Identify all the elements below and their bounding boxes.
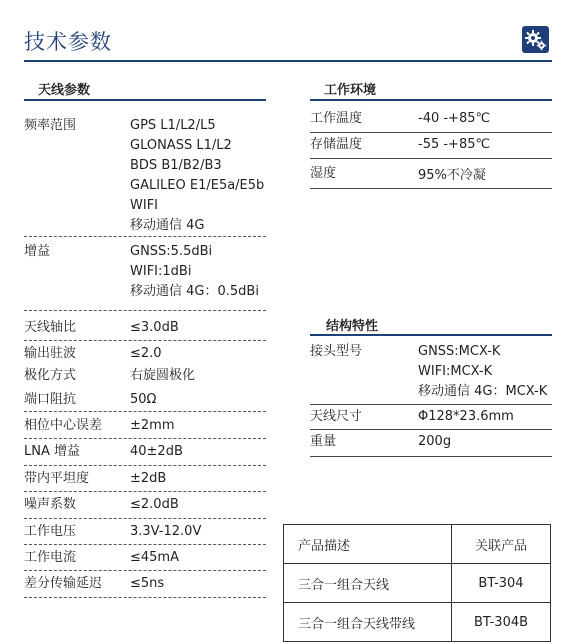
spec-value: 95%不冷凝 (418, 168, 486, 183)
spec-value: GPS L1/L2/L5 (130, 118, 216, 133)
spec-value: 移动通信 4G (130, 218, 205, 233)
spec-label: 接头型号 (310, 344, 363, 359)
title-divider (24, 60, 552, 62)
row-divider (310, 188, 552, 189)
spec-value: 移动通信 4G：0.5dBi (130, 284, 259, 299)
spec-value: WIFI (130, 198, 158, 213)
environment-heading-rule (310, 99, 552, 101)
table-header-cell: 产品描述 (284, 525, 452, 564)
spec-value: Φ128*23.6mm (418, 409, 514, 424)
row-divider (310, 158, 552, 159)
row-divider (24, 340, 266, 341)
spec-label: 端口阻抗 (24, 392, 77, 407)
spec-value: GNSS:MCX-K (418, 344, 501, 359)
spec-value: -40 -+85℃ (418, 111, 491, 126)
spec-label: 输出驻波 (24, 346, 77, 361)
structure-heading: 结构特性 (326, 319, 379, 334)
spec-value: ≤2.0 (130, 346, 162, 361)
table-header-row (284, 525, 551, 564)
spec-label: 湿度 (310, 166, 337, 181)
spec-label: 重量 (310, 434, 337, 449)
row-divider (310, 456, 552, 457)
spec-label: 极化方式 (24, 368, 77, 383)
spec-label: LNA 增益 (24, 444, 80, 459)
row-divider (24, 236, 266, 237)
spec-value: -55 -+85℃ (418, 137, 491, 152)
row-divider (24, 465, 266, 466)
spec-label: 差分传输延迟 (24, 576, 103, 591)
row-divider (310, 132, 552, 133)
table-header-cell: 关联产品 (452, 525, 551, 564)
spec-value: WIFI:1dBi (130, 264, 192, 279)
page-title: 技术参数 (24, 30, 112, 54)
environment-heading: 工作环境 (324, 83, 377, 98)
spec-value: GALILEO E1/E5a/E5b (130, 178, 265, 193)
spec-label: 噪声系数 (24, 497, 77, 512)
table-cell: 三合一组合天线 (284, 564, 452, 603)
antenna-heading-rule (24, 99, 266, 101)
spec-value: 40±2dB (130, 444, 183, 459)
spec-value: ≤45mA (130, 550, 179, 565)
row-divider (24, 438, 266, 439)
row-divider (24, 310, 266, 311)
spec-value: ≤2.0dB (130, 497, 179, 512)
spec-value: 200g (418, 434, 452, 449)
related-products-table (283, 524, 551, 642)
spec-label: 工作电压 (24, 524, 77, 539)
spec-value: ±2dB (130, 471, 167, 486)
spec-label: 存储温度 (310, 137, 363, 152)
row-divider (24, 411, 266, 412)
row-divider (310, 404, 552, 405)
spec-value: BDS B1/B2/B3 (130, 158, 222, 173)
row-divider (24, 491, 266, 492)
table-row (284, 564, 551, 603)
spec-value: WIFI:MCX-K (418, 364, 493, 379)
spec-value: 50Ω (130, 392, 157, 407)
spec-label: 增益 (24, 244, 51, 259)
row-divider (310, 429, 552, 430)
spec-value: GNSS:5.5dBi (130, 244, 213, 259)
structure-heading-rule (310, 334, 552, 336)
table-cell: BT-304 (452, 564, 551, 603)
antenna-heading: 天线参数 (38, 83, 91, 98)
spec-value: 3.3V-12.0V (130, 524, 202, 539)
spec-value: 右旋圆极化 (130, 368, 196, 383)
spec-label: 工作电流 (24, 550, 77, 565)
spec-label: 天线尺寸 (310, 409, 363, 424)
row-divider (24, 597, 266, 598)
gear-icon[interactable] (522, 26, 549, 53)
spec-value: 移动通信 4G：MCX-K (418, 384, 548, 399)
spec-value: GLONASS L1/L2 (130, 138, 232, 153)
spec-label: 天线轴比 (24, 320, 77, 335)
table-cell: 三合一组合天线带线 (284, 603, 452, 642)
spec-label: 带内平坦度 (24, 471, 90, 486)
spec-value: ±2mm (130, 418, 175, 433)
row-divider (24, 518, 266, 519)
spec-label: 频率范围 (24, 118, 77, 133)
row-divider (24, 570, 266, 571)
spec-value: ≤5ns (130, 576, 165, 591)
row-divider (24, 544, 266, 545)
spec-label: 相位中心误差 (24, 418, 103, 433)
spec-label: 工作温度 (310, 111, 363, 126)
spec-value: ≤3.0dB (130, 320, 179, 335)
table-row (284, 603, 551, 642)
table-cell: BT-304B (452, 603, 551, 642)
